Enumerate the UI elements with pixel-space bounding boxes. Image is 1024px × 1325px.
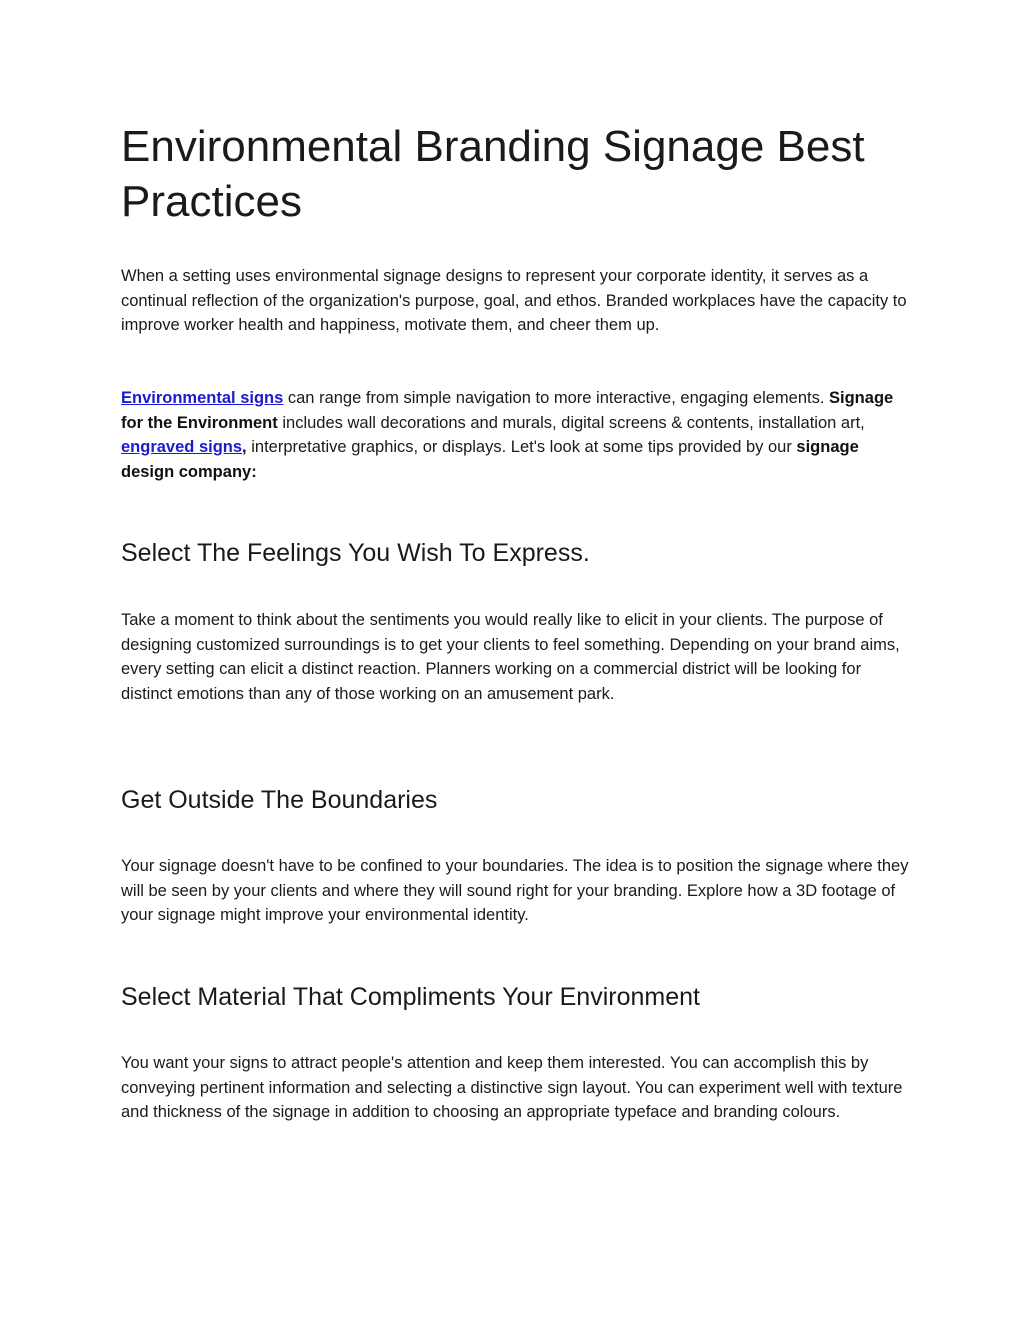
paragraph-text: can range from simple navigation to more interactive, engaging elements. [283,389,830,407]
intro-paragraph: When a setting uses environmental signage designs to represent your corporate identity, it serves as a continual reflection of the organization's purpose, goal, and ethos. Branded workplaces have the capacity to improve worker health and happiness, motivate them, and cheer them up. [121,267,907,334]
bold-comma: , [242,438,247,456]
signage-types-paragraph [121,386,911,484]
section-heading-material: Select Material That Compliments Your Environment [121,983,700,1011]
section-body-feelings: Take a moment to think about the sentiments you would really like to elicit in your clients. The purpose of designing customized surroundings is to get your clients to feel something. Depending on your brand aims, every setting can elicit a distinct reaction. Planners working on a commercial district will be looking for distinct emotions than any of those working on an amusement park. [121,611,900,703]
engraved-signs-link[interactable]: engraved signs [121,438,243,456]
bold-phrase: Signage for the Environment [121,389,894,432]
paragraph-text: includes wall decorations and murals, digital screens & contents, installation art, [277,413,865,432]
section-body-material: You want your signs to attract people's attention and keep them interested. You can accomplish this by conveying pertinent information and selecting a distinctive sign layout. You can experiment well with texture and thickness of the signage in addition to choosing an appropriate typeface and branding colours. [121,1054,903,1121]
page-title: Environmental Branding Signage Best Practices [121,122,865,226]
section-heading-feelings: Select The Feelings You Wish To Express. [121,539,590,567]
paragraph-text: interpretative graphics, or displays. Let's look at some tips provided by our [246,438,797,456]
section-body-boundaries: Your signage doesn't have to be confined to your boundaries. The idea is to position the signage where they will be seen by your clients and where they will sound right for your branding. Explore how a 3D footage of your signage might improve your environmental identity. [121,857,909,924]
bold-phrase: signage design company: [121,438,859,481]
section-heading-boundaries: Get Outside The Boundaries [121,786,438,814]
environmental-signs-link[interactable]: Environmental signs [121,389,284,407]
